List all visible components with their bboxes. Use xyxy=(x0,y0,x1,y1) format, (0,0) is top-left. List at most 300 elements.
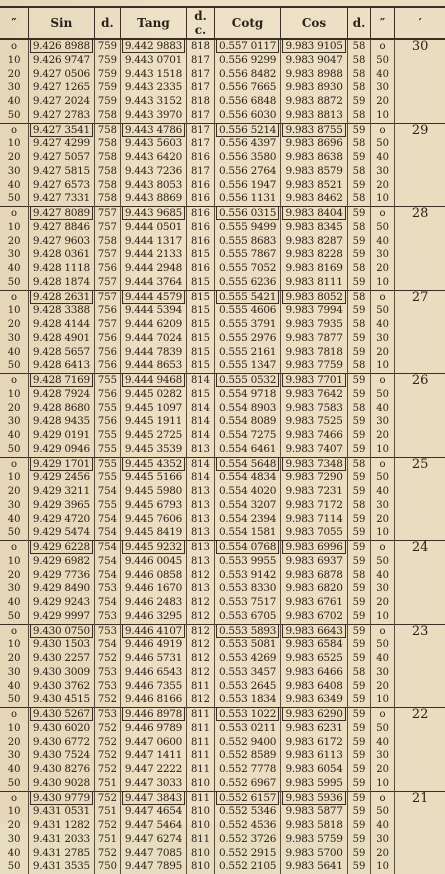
d-cell: 758 xyxy=(94,235,121,249)
minute-spacer xyxy=(395,262,445,276)
d-cell: 757 xyxy=(94,221,121,235)
tang-cell: 9.446 3295 xyxy=(121,610,186,624)
cos-cell: 9.983 7642 xyxy=(280,388,348,402)
minute-spacer xyxy=(395,95,445,109)
seconds-right-cell: 10 xyxy=(370,693,395,707)
dc-cell: 818 xyxy=(186,95,215,109)
table-row xyxy=(0,207,445,221)
d2-cell: 58 xyxy=(348,54,371,68)
table-row xyxy=(0,137,445,151)
cotg-cell-boxed: 0.553 1022 xyxy=(216,707,279,721)
table-row xyxy=(0,666,445,680)
table-row xyxy=(0,582,445,596)
sin-cell-boxed: 9.429 6228 xyxy=(30,540,93,554)
header-seconds: ″ xyxy=(0,7,29,39)
seconds-cell: o xyxy=(0,290,29,304)
table-row xyxy=(0,39,445,54)
seconds-cell: o xyxy=(0,207,29,221)
seconds-cell: o xyxy=(0,39,29,54)
cos-cell xyxy=(280,457,348,471)
cos-cell: 9.983 6408 xyxy=(280,680,348,694)
cos-cell xyxy=(280,207,348,221)
table-row xyxy=(0,81,445,95)
dc-cell: 811 xyxy=(186,763,215,777)
d-cell: 754 xyxy=(94,638,121,652)
dc-cell: 816 xyxy=(186,192,215,206)
seconds-right-cell: o xyxy=(370,624,395,638)
cos-cell xyxy=(280,39,348,54)
seconds-right-cell: 10 xyxy=(370,860,395,874)
seconds-cell: 40 xyxy=(7,513,21,525)
sin-cell-boxed: 9.429 1701 xyxy=(30,457,93,471)
cotg-cell-boxed: 0.552 6157 xyxy=(216,791,279,805)
tang-cell: 9.447 1411 xyxy=(121,749,186,763)
dc-cell: 813 xyxy=(186,485,215,499)
seconds-right-cell: o xyxy=(370,708,395,722)
seconds-cell: 40 xyxy=(7,430,21,441)
tang-cell xyxy=(121,123,186,137)
seconds-right-cell: 50 xyxy=(370,722,395,736)
d2-cell: 58 xyxy=(348,499,371,513)
table-row xyxy=(0,722,445,736)
cos-cell xyxy=(280,541,348,555)
sin-cell: 9.429 0946 xyxy=(29,443,94,457)
d-cell: 754 xyxy=(94,569,121,583)
seconds-right-cell: 20 xyxy=(370,513,395,527)
table-row xyxy=(0,318,445,332)
tang-cell: 9.443 2335 xyxy=(121,81,186,95)
sin-cell: 9.429 3965 xyxy=(29,499,94,513)
cotg-cell: 0.552 9400 xyxy=(215,736,280,750)
sin-cell: 9.430 7524 xyxy=(29,749,94,763)
minute-spacer xyxy=(395,526,445,540)
sin-cell: 9.430 8276 xyxy=(29,763,94,777)
tang-cell: 9.444 3764 xyxy=(121,276,186,290)
table-row xyxy=(0,109,445,123)
sin-cell: 9.431 2033 xyxy=(29,833,94,847)
cos-cell: 9.983 5759 xyxy=(280,833,348,847)
sin-cell: 9.427 7331 xyxy=(29,192,94,206)
header-minutes: ′ xyxy=(395,7,445,39)
sin-cell: 9.429 5474 xyxy=(29,526,94,540)
seconds-right-cell: 10 xyxy=(370,777,395,791)
table-row xyxy=(0,708,445,722)
sin-cell xyxy=(29,624,94,638)
d-cell: 754 xyxy=(94,596,121,610)
table-row xyxy=(0,192,445,206)
cos-cell: 9.983 6820 xyxy=(280,582,348,596)
d-cell: 755 xyxy=(94,443,121,457)
minute-spacer xyxy=(395,652,445,666)
d2-cell: 59 xyxy=(348,693,371,707)
minute-label: 22 xyxy=(395,708,445,722)
d-cell: 758 xyxy=(94,123,121,137)
table-row xyxy=(0,221,445,235)
cotg-cell: 0.556 6030 xyxy=(215,109,280,123)
minute-spacer xyxy=(395,847,445,861)
minute-spacer xyxy=(395,81,445,95)
dc-cell: 810 xyxy=(186,777,215,791)
sin-cell-boxed: 9.430 9779 xyxy=(30,791,93,805)
seconds-cell: 40 xyxy=(7,680,21,692)
dc-cell: 816 xyxy=(186,207,215,221)
table-row xyxy=(0,541,445,555)
tang-cell: 9.447 6274 xyxy=(121,833,186,847)
d-cell: 754 xyxy=(94,485,121,499)
sin-cell xyxy=(29,39,94,54)
cos-cell: 9.983 7759 xyxy=(280,359,348,373)
table-row xyxy=(0,847,445,861)
cos-cell-boxed: 9.983 8755 xyxy=(282,123,345,137)
cos-cell: 9.983 7935 xyxy=(280,318,348,332)
d2-cell: 58 xyxy=(348,68,371,82)
d2-cell: 59 xyxy=(348,207,371,221)
header-cotg: Cotg xyxy=(215,7,280,39)
d2-cell: 58 xyxy=(348,221,371,235)
seconds-cell: 50 xyxy=(7,360,21,372)
cos-cell: 9.983 6878 xyxy=(280,569,348,583)
seconds-cell: 20 xyxy=(7,152,21,163)
seconds-cell: o xyxy=(0,123,29,137)
dc-cell: 810 xyxy=(186,819,215,833)
minute-spacer xyxy=(395,819,445,833)
tang-cell: 9.446 0858 xyxy=(121,569,186,583)
cotg-cell: 0.553 3457 xyxy=(215,666,280,680)
cotg-cell: 0.554 6461 xyxy=(215,443,280,457)
tang-cell xyxy=(121,290,186,304)
cotg-cell xyxy=(215,541,280,555)
table-row xyxy=(0,791,445,805)
d-cell: 756 xyxy=(94,332,121,346)
sin-cell: 9.428 4144 xyxy=(29,318,94,332)
table-row xyxy=(0,860,445,874)
d2-cell: 59 xyxy=(348,123,371,137)
table-row xyxy=(0,374,445,388)
seconds-cell: 20 xyxy=(7,486,21,497)
seconds-cell: 30 xyxy=(7,82,21,94)
minute-spacer xyxy=(395,137,445,151)
table-row xyxy=(0,652,445,666)
header-seconds-right: ″ xyxy=(370,7,395,39)
seconds-right-cell: 20 xyxy=(370,95,395,109)
seconds-right-cell: 30 xyxy=(370,332,395,346)
d-cell: 752 xyxy=(94,819,121,833)
dc-cell: 813 xyxy=(186,499,215,513)
d2-cell: 58 xyxy=(348,290,371,304)
seconds-cell: 50 xyxy=(7,861,21,873)
d2-cell: 58 xyxy=(348,137,371,151)
d2-cell: 58 xyxy=(348,81,371,95)
cos-cell-boxed: 9.983 6290 xyxy=(282,707,345,721)
sin-cell: 9.429 9997 xyxy=(29,610,94,624)
d2-cell: 59 xyxy=(348,443,371,457)
seconds-right-cell: 50 xyxy=(370,137,395,151)
seconds-right-cell: 40 xyxy=(370,151,395,165)
sin-cell: 9.431 3535 xyxy=(29,860,94,874)
seconds-cell: 10 xyxy=(7,472,21,484)
d-cell: 755 xyxy=(94,402,121,416)
minute-spacer xyxy=(395,151,445,165)
cotg-cell: 0.552 3726 xyxy=(215,833,280,847)
seconds-right-cell: 30 xyxy=(370,499,395,513)
minute-spacer xyxy=(395,763,445,777)
dc-cell: 814 xyxy=(186,402,215,416)
d2-cell: 59 xyxy=(348,805,371,819)
d2-cell: 58 xyxy=(348,359,371,373)
dc-cell: 812 xyxy=(186,624,215,638)
cotg-cell: 0.555 2976 xyxy=(215,332,280,346)
seconds-cell: 30 xyxy=(7,750,21,762)
header-d: d. xyxy=(94,7,121,39)
table-row xyxy=(0,610,445,624)
minute-spacer xyxy=(395,359,445,373)
cotg-cell: 0.554 4834 xyxy=(215,471,280,485)
tang-cell xyxy=(121,374,186,388)
tang-cell-boxed: 9.444 4579 xyxy=(122,290,185,304)
seconds-right-cell: 20 xyxy=(370,262,395,276)
table-row xyxy=(0,513,445,527)
dc-cell: 817 xyxy=(186,137,215,151)
sin-cell: 9.429 8490 xyxy=(29,582,94,596)
seconds-cell: 20 xyxy=(7,569,21,581)
minute-spacer xyxy=(395,304,445,318)
d2-cell: 59 xyxy=(348,847,371,861)
d2-cell: 58 xyxy=(348,109,371,123)
tang-cell: 9.446 0045 xyxy=(121,555,186,569)
dc-cell: 815 xyxy=(186,276,215,290)
table-row xyxy=(0,179,445,193)
cotg-cell: 0.555 7052 xyxy=(215,262,280,276)
minute-spacer xyxy=(395,415,445,429)
dc-cell: 814 xyxy=(186,457,215,471)
d2-cell: 59 xyxy=(348,638,371,652)
dc-cell: 811 xyxy=(186,791,215,805)
tang-cell xyxy=(121,39,186,54)
dc-cell: 813 xyxy=(186,526,215,540)
cotg-cell: 0.554 8903 xyxy=(215,402,280,416)
table-row xyxy=(0,332,445,346)
dc-cell: 811 xyxy=(186,736,215,750)
seconds-cell: 50 xyxy=(7,193,21,205)
seconds-right-cell: 20 xyxy=(370,847,395,861)
tang-cell-boxed: 9.443 4786 xyxy=(122,123,185,137)
cos-cell xyxy=(280,374,348,388)
minute-spacer xyxy=(395,165,445,179)
dc-cell: 810 xyxy=(186,847,215,861)
d-cell: 757 xyxy=(94,276,121,290)
seconds-right-cell: 40 xyxy=(370,402,395,416)
seconds-cell: 40 xyxy=(7,346,21,358)
tang-cell: 9.447 7895 xyxy=(121,860,186,874)
seconds-right-cell: o xyxy=(370,541,395,555)
tang-cell: 9.447 2222 xyxy=(121,763,186,777)
cos-cell: 9.983 6349 xyxy=(280,693,348,707)
cotg-cell: 0.552 7778 xyxy=(215,763,280,777)
seconds-cell: 30 xyxy=(7,249,21,261)
d2-cell: 58 xyxy=(348,402,371,416)
cos-cell: 9.983 6231 xyxy=(280,722,348,736)
cotg-cell: 0.556 6848 xyxy=(215,95,280,109)
tang-cell-boxed: 9.442 9883 xyxy=(122,39,185,53)
tang-cell: 9.444 8653 xyxy=(121,359,186,373)
cotg-cell: 0.555 1347 xyxy=(215,359,280,373)
sin-cell: 9.428 1118 xyxy=(29,262,94,276)
table-row xyxy=(0,499,445,513)
tang-cell: 9.444 5394 xyxy=(121,304,186,318)
d-cell: 752 xyxy=(94,763,121,777)
minute-spacer xyxy=(395,276,445,290)
d-cell: 757 xyxy=(94,318,121,332)
dc-cell: 817 xyxy=(186,123,215,137)
tang-cell: 9.445 8419 xyxy=(121,526,186,540)
seconds-right-cell: 20 xyxy=(370,596,395,610)
sin-cell: 9.428 5657 xyxy=(29,346,94,360)
tang-cell xyxy=(121,541,186,555)
cotg-cell: 0.552 5346 xyxy=(215,805,280,819)
table-row xyxy=(0,693,445,707)
d-cell: 753 xyxy=(94,624,121,638)
cotg-cell: 0.552 2915 xyxy=(215,847,280,861)
d-cell: 751 xyxy=(94,805,121,819)
minute-spacer xyxy=(395,248,445,262)
cotg-cell: 0.555 9499 xyxy=(215,221,280,235)
cotg-cell: 0.555 7867 xyxy=(215,248,280,262)
seconds-cell: 20 xyxy=(7,820,21,831)
tang-cell: 9.446 9789 xyxy=(121,722,186,736)
tang-cell: 9.445 1097 xyxy=(121,402,186,416)
minute-spacer xyxy=(395,388,445,402)
sin-cell-boxed: 9.426 8988 xyxy=(30,39,93,53)
tang-cell-boxed: 9.443 9685 xyxy=(122,206,185,220)
seconds-right-cell: o xyxy=(370,207,395,221)
table-row xyxy=(0,359,445,373)
seconds-cell: 20 xyxy=(7,235,21,247)
dc-cell: 811 xyxy=(186,722,215,736)
minute-label: 29 xyxy=(395,123,445,137)
sin-cell xyxy=(29,791,94,805)
sin-cell: 9.429 9243 xyxy=(29,596,94,610)
minute-spacer xyxy=(395,192,445,206)
minute-spacer xyxy=(395,666,445,680)
cos-cell: 9.983 9047 xyxy=(280,54,348,68)
table-row xyxy=(0,304,445,318)
table-row xyxy=(0,235,445,249)
minute-spacer xyxy=(395,402,445,416)
d-cell: 752 xyxy=(94,791,121,805)
table-row xyxy=(0,471,445,485)
seconds-cell: 50 xyxy=(7,610,21,622)
d2-cell: 59 xyxy=(348,610,371,624)
tang-cell: 9.447 3033 xyxy=(121,777,186,791)
seconds-cell: 30 xyxy=(7,499,21,511)
tang-cell: 9.444 2133 xyxy=(121,248,186,262)
dc-cell: 816 xyxy=(186,262,215,276)
d2-cell: 59 xyxy=(348,833,371,847)
cos-cell: 9.983 8111 xyxy=(280,276,348,290)
dc-cell: 817 xyxy=(186,165,215,179)
seconds-right-cell: 20 xyxy=(370,763,395,777)
seconds-right-cell: 30 xyxy=(370,749,395,763)
sin-cell: 9.428 1874 xyxy=(29,276,94,290)
cos-cell: 9.983 7290 xyxy=(280,471,348,485)
table-row xyxy=(0,54,445,68)
minute-label: 27 xyxy=(395,290,445,304)
cos-cell: 9.983 6702 xyxy=(280,610,348,624)
cotg-cell: 0.553 1834 xyxy=(215,693,280,707)
d2-cell: 59 xyxy=(348,708,371,722)
minute-spacer xyxy=(395,318,445,332)
seconds-cell: 20 xyxy=(7,736,21,748)
d2-cell: 59 xyxy=(348,736,371,750)
sin-cell: 9.427 4299 xyxy=(29,137,94,151)
cotg-cell: 0.555 6236 xyxy=(215,276,280,290)
tang-cell: 9.443 5603 xyxy=(121,137,186,151)
d2-cell: 59 xyxy=(348,582,371,596)
seconds-right-cell: 50 xyxy=(370,388,395,402)
d2-cell: 59 xyxy=(348,151,371,165)
sin-cell-boxed: 9.428 7169 xyxy=(30,373,93,387)
cos-cell: 9.983 8287 xyxy=(280,235,348,249)
cotg-cell: 0.556 7665 xyxy=(215,81,280,95)
cotg-cell xyxy=(215,457,280,471)
tang-cell: 9.446 4919 xyxy=(121,638,186,652)
cotg-cell xyxy=(215,624,280,638)
seconds-cell: 10 xyxy=(7,54,21,66)
seconds-right-cell: 10 xyxy=(370,192,395,206)
table-row xyxy=(0,68,445,82)
d2-cell: 59 xyxy=(348,513,371,527)
minute-spacer xyxy=(395,833,445,847)
dc-cell: 816 xyxy=(186,179,215,193)
minute-spacer xyxy=(395,332,445,346)
d-cell: 753 xyxy=(94,610,121,624)
dc-cell: 812 xyxy=(186,596,215,610)
cotg-cell: 0.556 1131 xyxy=(215,192,280,206)
cos-cell xyxy=(280,708,348,722)
seconds-right-cell: 50 xyxy=(370,471,395,485)
minute-spacer xyxy=(395,555,445,569)
seconds-right-cell: 30 xyxy=(370,248,395,262)
cotg-cell: 0.553 9955 xyxy=(215,555,280,569)
d2-cell: 59 xyxy=(348,374,371,388)
minute-spacer xyxy=(395,582,445,596)
table-row xyxy=(0,680,445,694)
seconds-cell: 30 xyxy=(7,332,21,344)
d2-cell: 58 xyxy=(348,165,371,179)
cotg-cell: 0.554 9718 xyxy=(215,388,280,402)
minute-spacer xyxy=(395,54,445,68)
table-row xyxy=(0,736,445,750)
sin-cell xyxy=(29,207,94,221)
tang-cell: 9.445 0282 xyxy=(121,388,186,402)
table-row xyxy=(0,777,445,791)
table-row xyxy=(0,596,445,610)
dc-cell: 811 xyxy=(186,680,215,694)
d-cell: 759 xyxy=(94,95,121,109)
d-cell: 754 xyxy=(94,555,121,569)
seconds-cell: o xyxy=(0,541,29,555)
dc-cell: 810 xyxy=(186,860,215,874)
cos-cell: 9.983 7877 xyxy=(280,332,348,346)
cotg-cell: 0.553 8330 xyxy=(215,582,280,596)
seconds-right-cell: 50 xyxy=(370,304,395,318)
cotg-cell: 0.552 6967 xyxy=(215,777,280,791)
tang-cell xyxy=(121,457,186,471)
d2-cell: 59 xyxy=(348,777,371,791)
cotg-cell: 0.552 2105 xyxy=(215,860,280,874)
seconds-cell: 10 xyxy=(7,221,21,233)
seconds-right-cell: 40 xyxy=(370,652,395,666)
